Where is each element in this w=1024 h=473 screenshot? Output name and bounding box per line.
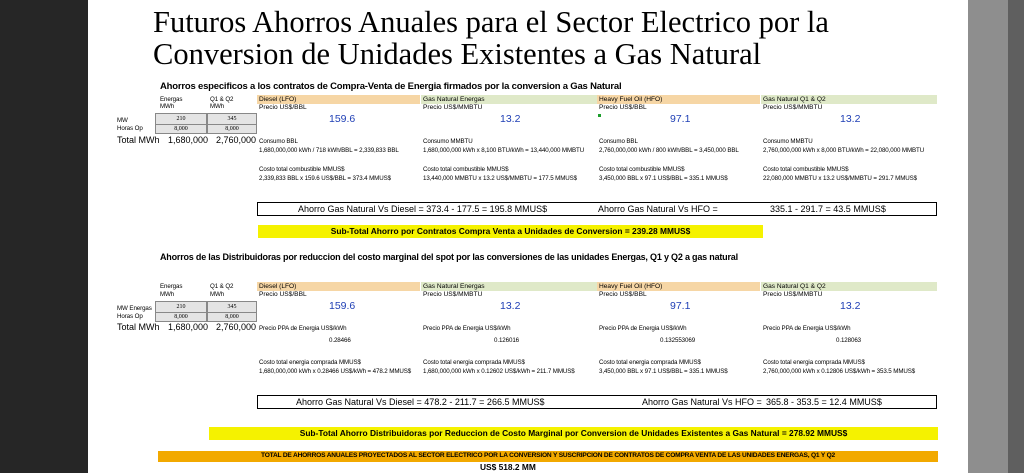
s2-col-q1q2: Q1 & Q2 — [210, 283, 234, 290]
title-line-2: Conversion de Unidades Existentes a Gas Natural — [153, 37, 762, 71]
s1-cost-label-diesel: Costo total combustible MMUS$ — [259, 166, 345, 173]
s1-fuel-header-diesel: Diesel (LFO) — [257, 95, 420, 104]
s2-cost-label-hfo: Costo total energia comprada MMUS$ — [599, 359, 701, 366]
s1-cons-calc-diesel: 1,680,000,000 kWh / 718 kWh/BBL = 2,339,833 BBL — [259, 147, 399, 154]
s2-cost-label-gas-q1q2: Costo total energia comprada MMUS$ — [763, 359, 865, 366]
s2-horas-energas: 8,000 — [156, 312, 206, 322]
section1-heading: Ahorros especificos a los contratos de Compra-Venta de Energia firmados por la conversion a Gas Natural — [160, 81, 622, 92]
s2-subtotal-banner: Sub-Total Ahorro Distribuidoras por Reduccion de Costo Marginal por Conversion de Unidades Existentes a Gas Natural = 278.92 MMUS$ — [209, 427, 938, 440]
s2-unit-hfo: Precio US$/BBL — [599, 291, 647, 298]
s1-savings-vs-hfo-value: 335.1 - 291.7 = 43.5 MMUS$ — [770, 204, 886, 214]
s2-cost-calc-gas-q1q2: 2,760,000,000 kWh x 0.12806 US$/kWh = 353.5 MMUS$ — [763, 368, 916, 375]
s2-total-label: Total MWh — [117, 322, 160, 332]
s2-total-q1q2: 2,760,000 — [216, 322, 257, 332]
s2-row-mw: MW Energas — [117, 305, 152, 312]
s1-cons-label-diesel: Consumo BBL — [259, 138, 298, 145]
s1-col-energas: Energas — [160, 96, 183, 103]
s1-price-diesel: 159.6 — [329, 113, 356, 125]
s1-price-hfo: 97.1 — [670, 113, 691, 125]
s1-cost-calc-diesel: 2,339,833 BBL x 159.6 US$/BBL = 373.4 MMUS$ — [259, 175, 391, 182]
s2-ppa-label-gas-q1q2: Precio PPA de Energia US$/kWh — [763, 325, 851, 332]
s2-ppa-label-gas-energas: Precio PPA de Energia US$/kWh — [423, 325, 511, 332]
s1-cons-calc-gas-energas: 1,680,000,000 kWh x 8,100 BTU/kWh = 13,440,000 MMBTU — [423, 147, 585, 154]
s1-savings-comparison-box — [257, 202, 937, 216]
s2-cost-calc-diesel: 1,680,000,000 kWh x 0.28466 US$/kWh = 478.2 MMUS$ — [259, 368, 412, 375]
s2-cost-calc-gas-energas: 1,680,000,000 kWh x 0.12602 US$/kWh = 211.7 MMUS$ — [423, 368, 575, 375]
s2-savings-vs-hfo-label: Ahorro Gas Natural Vs HFO = — [642, 397, 762, 407]
s1-cost-label-gas-q1q2: Costo total combustible MMUS$ — [763, 166, 849, 173]
s1-mw-q1q2: 345 — [227, 116, 237, 122]
s2-savings-vs-hfo-value: 365.8 - 353.5 = 12.4 MMUS$ — [766, 397, 882, 407]
s2-ppa-hfo: 0.132553069 — [660, 337, 696, 344]
s1-col-energas-unit: MWh — [160, 103, 175, 110]
s2-mw-q1q2: 345 — [227, 304, 237, 310]
s2-mw-energas: 210 — [176, 304, 186, 310]
s1-cost-calc-hfo: 3,450,000 BBL x 97.1 US$/BBL = 335.1 MMUS$ — [599, 175, 728, 182]
s1-total-energas: 1,680,000 — [168, 135, 209, 145]
s1-unit-hfo: Precio US$/BBL — [599, 104, 647, 111]
s2-q1q2-input-box — [207, 301, 257, 322]
s2-ppa-label-diesel: Precio PPA de Energia US$/kWh — [259, 325, 347, 332]
s2-ppa-diesel: 0.28466 — [329, 337, 351, 344]
s2-price-diesel: 159.6 — [329, 300, 356, 312]
right-dark-border — [1008, 0, 1024, 473]
s1-horas-q1q2: 8,000 — [208, 124, 256, 134]
s2-row-horas: Horas Op — [117, 313, 143, 320]
s2-fuel-header-diesel: Diesel (LFO) — [257, 282, 420, 291]
grand-total-banner: TOTAL DE AHORROS ANUALES PROYECTADOS AL SECTOR ELECTRICO POR LA CONVERSION Y SUSCRIPCION DE CONTRATOS DE COMPRA VENTA DE LAS UNIDADES ENERGAS, Q1 Y Q2 — [158, 451, 938, 462]
s2-price-hfo: 97.1 — [670, 300, 691, 312]
s1-subtotal-banner: Sub-Total Ahorro por Contratos Compra Venta a Unidades de Conversion = 239.28 MMUS$ — [258, 225, 763, 238]
s1-total-label: Total MWh — [117, 135, 160, 145]
s2-cost-label-diesel: Costo total energia comprada MMUS$ — [259, 359, 361, 366]
s2-ppa-label-hfo: Precio PPA de Energia US$/kWh — [599, 325, 687, 332]
s2-col-energas: Energas — [160, 283, 183, 290]
s1-cost-label-gas-energas: Costo total combustible MMUS$ — [423, 166, 509, 173]
s2-fuel-header-gas-energas: Gas Natural Energas — [421, 282, 597, 291]
s2-cost-calc-hfo: 3,450,000 BBL x 97.1 US$/BBL = 335.1 MMUS$ — [599, 368, 728, 375]
s1-cons-label-hfo: Consumo BBL — [599, 138, 638, 145]
s1-fuel-header-gas-q1q2: Gas Natural Q1 & Q2 — [761, 95, 937, 104]
s2-savings-comparison-box — [257, 395, 937, 409]
s1-row-mw: MW — [117, 117, 128, 124]
s2-cost-label-gas-energas: Costo total energia comprada MMUS$ — [423, 359, 525, 366]
s1-energas-input-box — [155, 113, 207, 134]
s1-cons-calc-hfo: 2,760,000,000 kWh / 800 kWh/BBL = 3,450,000 BBL — [599, 147, 739, 154]
s1-savings-vs-hfo-label: Ahorro Gas Natural Vs HFO = — [598, 204, 718, 214]
s1-cons-label-gas-energas: Consumo MMBTU — [423, 138, 473, 145]
s1-fuel-header-gas-energas: Gas Natural Energas — [421, 95, 597, 104]
s1-col-q1q2: Q1 & Q2 — [210, 96, 234, 103]
s1-mw-energas: 210 — [176, 116, 186, 122]
s1-cost-calc-gas-q1q2: 22,080,000 MMBTU x 13.2 US$/MMBTU = 291.7 MMUS$ — [763, 175, 918, 182]
title-line-1: Futuros Ahorros Anuales para el Sector Electrico por la — [153, 5, 829, 39]
s2-price-gas-energas: 13.2 — [500, 300, 521, 312]
s1-q1q2-input-box — [207, 113, 257, 134]
s1-price-gas-q1q2: 13.2 — [840, 113, 861, 125]
s2-savings-vs-diesel: Ahorro Gas Natural Vs Diesel = 478.2 - 211.7 = 266.5 MMUS$ — [296, 397, 545, 407]
s2-ppa-gas-q1q2: 0.128063 — [836, 337, 862, 344]
s1-total-q1q2: 2,760,000 — [216, 135, 257, 145]
s2-fuel-header-hfo: Heavy Fuel Oil (HFO) — [597, 282, 760, 291]
s1-cost-label-hfo: Costo total combustible MMUS$ — [599, 166, 685, 173]
s1-fuel-header-hfo: Heavy Fuel Oil (HFO) — [597, 95, 760, 104]
s2-horas-q1q2: 8,000 — [208, 312, 256, 322]
s1-cons-label-gas-q1q2: Consumo MMBTU — [763, 138, 813, 145]
s1-unit-diesel: Precio US$/BBL — [259, 104, 307, 111]
cell-comment-marker — [598, 114, 601, 117]
s2-ppa-gas-energas: 0.126016 — [494, 337, 520, 344]
s1-col-q1q2-unit: MWh — [210, 103, 225, 110]
s1-horas-energas: 8,000 — [156, 124, 206, 134]
s1-cost-calc-gas-energas: 13,440,000 MMBTU x 13.2 US$/MMBTU = 177.5 MMUS$ — [423, 175, 578, 182]
s2-unit-gas-energas: Precio US$/MMBTU — [423, 291, 483, 298]
section2-heading: Ahorros de las Distribuidoras por reduccion del costo marginal del spot por las conversiones de las unidades Energas, Q1 y Q2 a gas natural — [160, 252, 738, 262]
s1-savings-vs-diesel: Ahorro Gas Natural Vs Diesel = 373.4 - 177.5 = 195.8 MMUS$ — [298, 204, 548, 214]
s1-unit-gas-energas: Precio US$/MMBTU — [423, 104, 483, 111]
s2-col-energas-unit: MWh — [160, 291, 175, 298]
s2-unit-diesel: Precio US$/BBL — [259, 291, 307, 298]
s2-fuel-header-gas-q1q2: Gas Natural Q1 & Q2 — [761, 282, 937, 291]
left-dark-border — [0, 0, 88, 473]
s1-unit-gas-q1q2: Precio US$/MMBTU — [763, 104, 823, 111]
s2-unit-gas-q1q2: Precio US$/MMBTU — [763, 291, 823, 298]
s2-col-q1q2-unit: MWh — [210, 291, 225, 298]
s2-price-gas-q1q2: 13.2 — [840, 300, 861, 312]
s1-cons-calc-gas-q1q2: 2,760,000,000 kWh x 8,000 BTU/kWh = 22,080,000 MMBTU — [763, 147, 925, 154]
s2-total-energas: 1,680,000 — [168, 322, 209, 332]
grand-total-value: US$ 518.2 MM — [480, 462, 536, 472]
s1-price-gas-energas: 13.2 — [500, 113, 521, 125]
s1-row-horas: Horas Op — [117, 125, 143, 132]
slide-title — [153, 6, 829, 70]
s2-energas-input-box — [155, 301, 207, 322]
